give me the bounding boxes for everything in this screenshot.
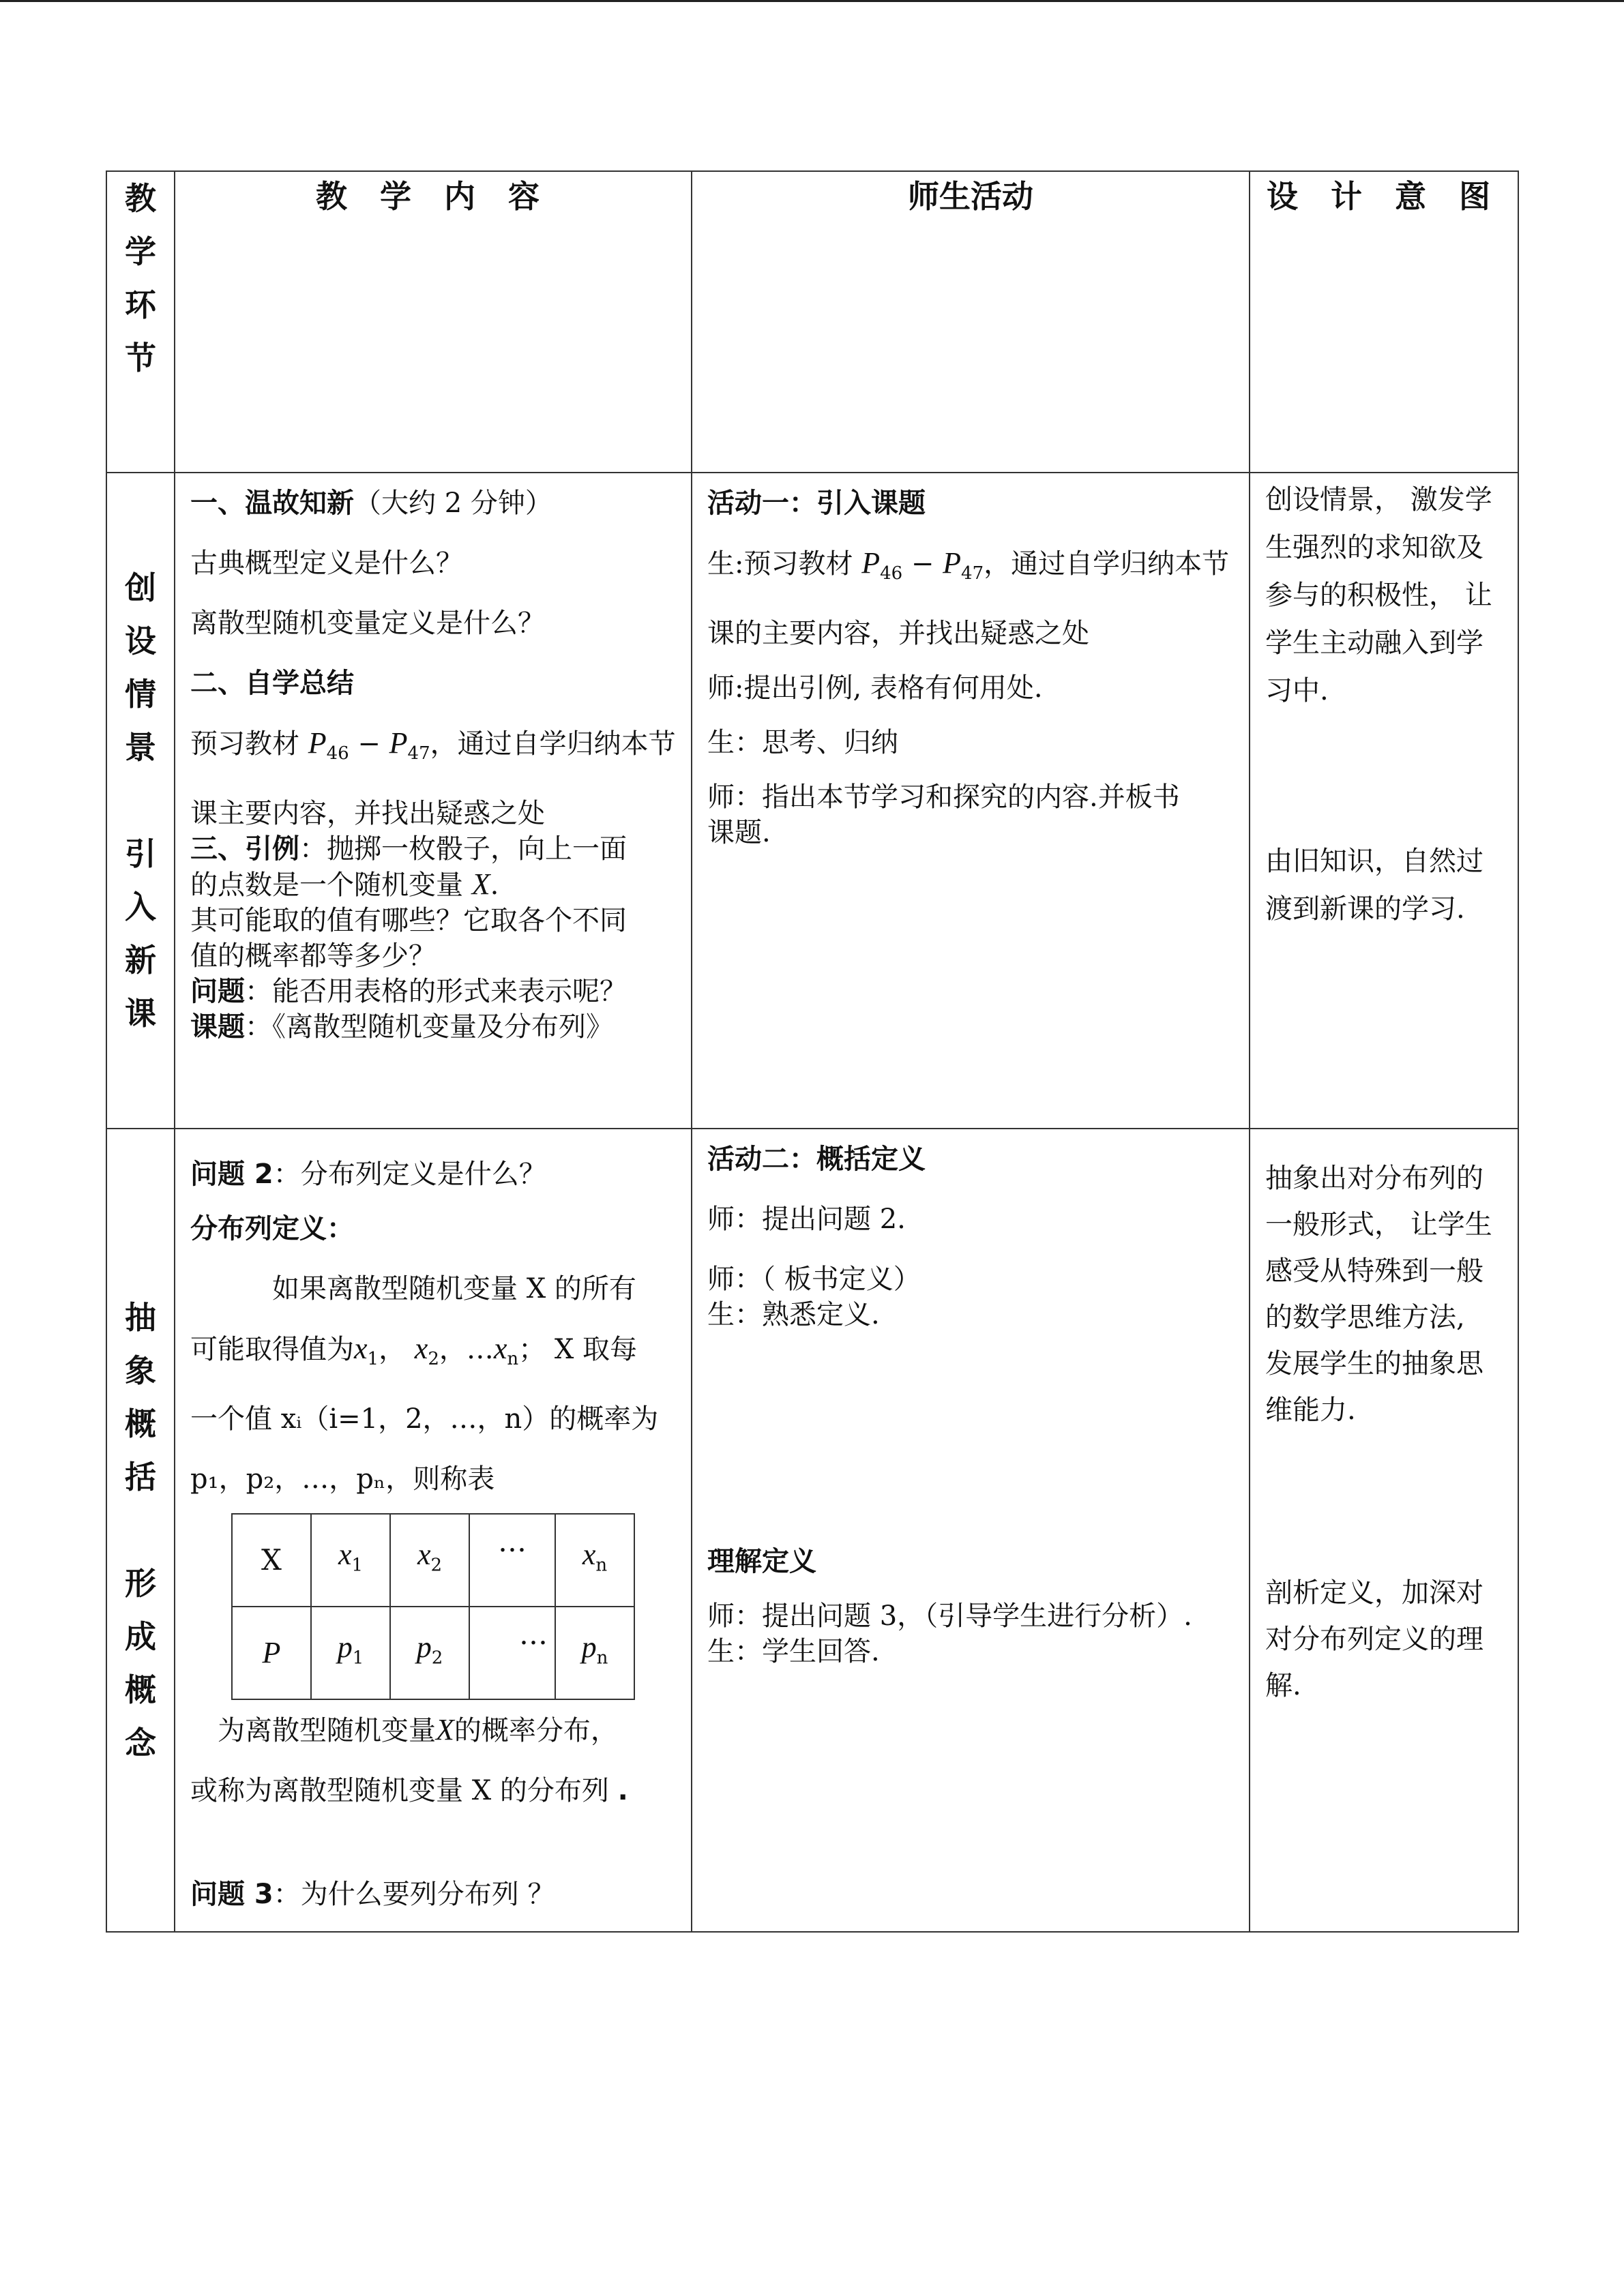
stage-abstract: 抽 象 概 括 形 成 概 念 <box>106 1129 175 1932</box>
dist-pn: $p_n$ <box>555 1607 634 1699</box>
dist-x-label: X <box>232 1514 311 1607</box>
dist-x-dots: … <box>469 1514 555 1607</box>
lesson-plan-table <box>106 170 1519 1933</box>
distribution-table <box>231 1513 635 1700</box>
activity-intro: 活动一：引入课题 生:预习教材 $P_{46} - P_{47}$，通过自学归纳本节 课的主要内容，并找出疑惑之处 师:提出引例, 表格有何用处. 生：思考、归纳 师：指出本节学习和探究的内容.并板书 课题. <box>692 473 1250 1129</box>
header-row <box>106 171 1518 473</box>
dist-x2: $x_2$ <box>390 1514 469 1607</box>
intent-intro: 创设情景， 激发学 生强烈的求知欲及 参与的积极性， 让 学生主动融入到学 习中. 由旧知识，自然过 渡到新课的学习. <box>1250 473 1518 1129</box>
content-intro: 一、温故知新（大约 2 分钟） 古典概型定义是什么？ 离散型随机变量定义是什么？ 二、自学总结 预习教材 $P_{46} - P_{47}$，通过自学归纳本节 课主要内容，并找出疑惑之处 三、引例：抛掷一枚骰子，向上一面 的点数是一个随机变量 X. 其可能取的值有哪些？它取各个不同 值的概率都等多少？ 问题：能否用表格的形式来表示呢？ 课题：《离散型随机变量及分布列》 <box>175 473 692 1129</box>
lesson-plan-sheet <box>106 170 1518 1933</box>
distribution-x-row <box>232 1514 634 1607</box>
section-abstract-row <box>106 1129 1518 1932</box>
dist-x1: $x_1$ <box>311 1514 390 1607</box>
intent-abstract: 抽象出对分布列的 一般形式， 让学生 感受从特殊到一般 的数学思维方法, 发展学生的抽象思 维能力. 剖析定义，加深对 对分布列定义的理 解. <box>1250 1129 1518 1932</box>
dist-p-dots: … <box>469 1607 555 1699</box>
header-content: 教 学 内 容 <box>175 171 692 473</box>
distribution-p-row <box>232 1607 634 1699</box>
dist-p-label: P <box>232 1607 311 1699</box>
dist-xn: $x_n$ <box>555 1514 634 1607</box>
header-activity: 师生活动 <box>692 171 1250 473</box>
stage-intro: 创 设 情 景 引 入 新 课 <box>106 473 175 1129</box>
dist-p1: $p_1$ <box>311 1607 390 1699</box>
activity-abstract: 活动二：概括定义 师：提出问题 2. 师：（ 板书定义） 生：熟悉定义. 理解定义 师：提出问题 3，（引导学生进行分析）. 生：学生回答. <box>692 1129 1250 1932</box>
header-stage: 教 学 环 节 <box>106 171 175 473</box>
page-top-border <box>0 0 1624 2</box>
content-abstract: 问题 2：分布列定义是什么？ 分布列定义： 如果离散型随机变量 X 的所有 可能取得值为$x_1$， $x_2$，$\dots x_n$； X 取每 一个值 xᵢ（i=1，2，…，n）的概率为 p₁，p₂，…，pₙ，则称表 X $x_1$ $x_2$ … $x_n$ P $p_1$ $p_2$ … $p_n$ 为离散型随机变量X的概率分布， 或称为离散型随机变量 X 的分布列 . 问题 3：为什么要列分布列 ？ <box>175 1129 692 1932</box>
dist-p2: $p_2$ <box>390 1607 469 1699</box>
header-intent: 设 计 意 图 <box>1250 171 1518 473</box>
section-intro-row <box>106 473 1518 1129</box>
